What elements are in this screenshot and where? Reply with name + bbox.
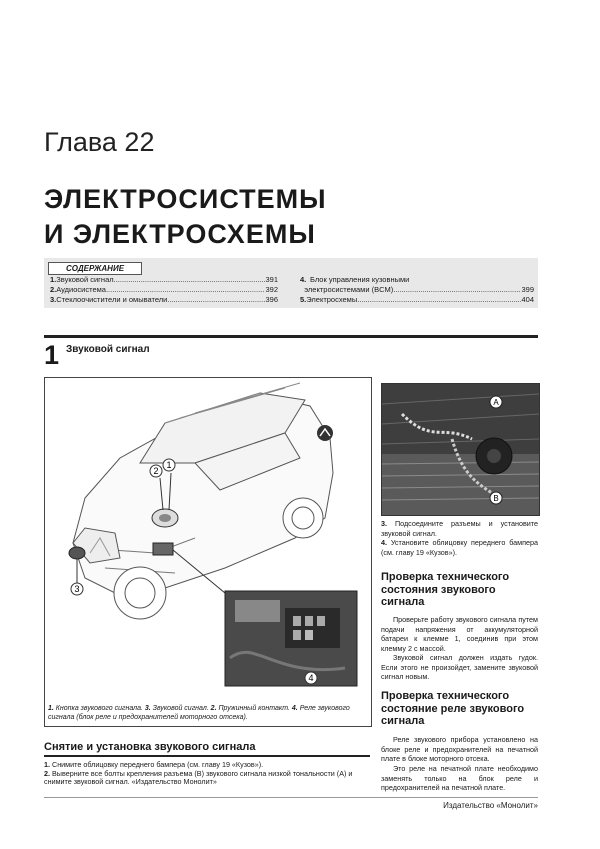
toc-page: 404 xyxy=(521,295,534,304)
heading-removal: Снятие и установка звукового сигнала xyxy=(44,741,256,753)
page-title xyxy=(44,182,327,252)
section-rule xyxy=(44,335,538,338)
title-line-1: ЭЛЕКТРОСИСТЕМЫ xyxy=(44,184,327,214)
chapter-label: Глава 22 xyxy=(44,127,155,157)
toc-page: 391 xyxy=(265,275,278,284)
callout-1: 1 xyxy=(166,460,172,470)
paragraph-horn-result: Звуковой сигнал должен издать гудок. Если этого не произойдет, замените звуковой сигнал новым. xyxy=(381,653,538,681)
figure-caption: 1. Кнопка звукового сигнала. 3. Звуковой сигнал. 2. Пружинный контакт. 4. Реле звукового сигнала (блок реле и предохранителей моторного отсека). xyxy=(48,705,350,721)
toc-page: 392 xyxy=(265,285,278,294)
toc-item[interactable]: 4. Блок управления кузовными xyxy=(300,275,410,284)
table-of-contents xyxy=(44,258,538,308)
removal-step-2: 2. Выверните все болты крепления разъема (B) звукового сигнала низкой тональности (A) и снимите звуковой сигнал. «Издательство Монолит» xyxy=(44,768,353,786)
toc-item[interactable]: 3. Стеклоочистители и омыватели ..... 396 xyxy=(50,295,278,305)
paragraph-horn-check: Проверьте работу звукового сигнала путем подачи напряжения от аккумуляторной батареи к клемме 1, соединив при этом клемму 2 с массой. xyxy=(381,615,538,653)
callout-3: 3 xyxy=(74,584,80,594)
heading-horn-check: Проверка технического состояния звукового сигнала xyxy=(381,571,510,608)
toc-column-right xyxy=(300,275,534,305)
heading-rule xyxy=(44,755,370,757)
step-3: 3. Подсоедините разъемы и установите звуковой сигнал. xyxy=(381,519,538,538)
heading-relay-check: Проверка технического состояние реле звукового сигнала xyxy=(381,690,525,727)
car-figure xyxy=(44,377,372,727)
section-number: 1 xyxy=(44,340,60,370)
callout-2: 2 xyxy=(153,466,159,476)
title-line-2: И ЭЛЕКТРОСХЕМЫ xyxy=(44,219,316,249)
callout-b: B xyxy=(493,494,499,503)
removal-step-1: 1. Снимите облицовку переднего бампера (см. главу 19 «Кузов»). xyxy=(44,760,264,769)
toc-page: 399 xyxy=(521,285,534,294)
chevron-up-icon xyxy=(317,425,333,441)
callout-4: 4 xyxy=(308,673,314,683)
horn-photo xyxy=(381,383,540,516)
footer-rule xyxy=(44,797,538,798)
toc-page: 396 xyxy=(265,295,278,304)
toc-item[interactable]: 1. Звуковой сигнал ..... 391 xyxy=(50,275,278,285)
removal-steps xyxy=(44,761,370,787)
car-illustration xyxy=(45,378,371,700)
install-steps xyxy=(381,519,538,557)
paragraph-relay-location: Реле звукового прибора установлено на блоке реле и предохранителей на печатной плате в блоке моторного отсека. xyxy=(381,735,538,763)
step-4: 4. Установите облицовку переднего бампера (см. главу 19 «Кузов»). xyxy=(381,538,538,557)
relay-inset-photo xyxy=(225,591,357,686)
toc-column-left xyxy=(50,275,278,305)
callout-a: A xyxy=(493,398,499,407)
section-title: Звуковой сигнал xyxy=(66,344,150,355)
toc-item[interactable]: 5. Электросхемы ..... 404 xyxy=(300,295,534,305)
toc-item[interactable]: 2. Аудиосистема ..... 392 xyxy=(50,285,278,295)
toc-item-continued[interactable]: электросистемами (BCM) ..... 399 xyxy=(300,285,534,295)
toc-heading: СОДЕРЖАНИЕ xyxy=(48,262,142,275)
footer-publisher: Издательство «Монолит» xyxy=(443,801,538,810)
paragraph-relay-replace: Это реле на печатной плате необходимо заменять только на блок реле и предохранителей на печатной плате. xyxy=(381,764,538,792)
